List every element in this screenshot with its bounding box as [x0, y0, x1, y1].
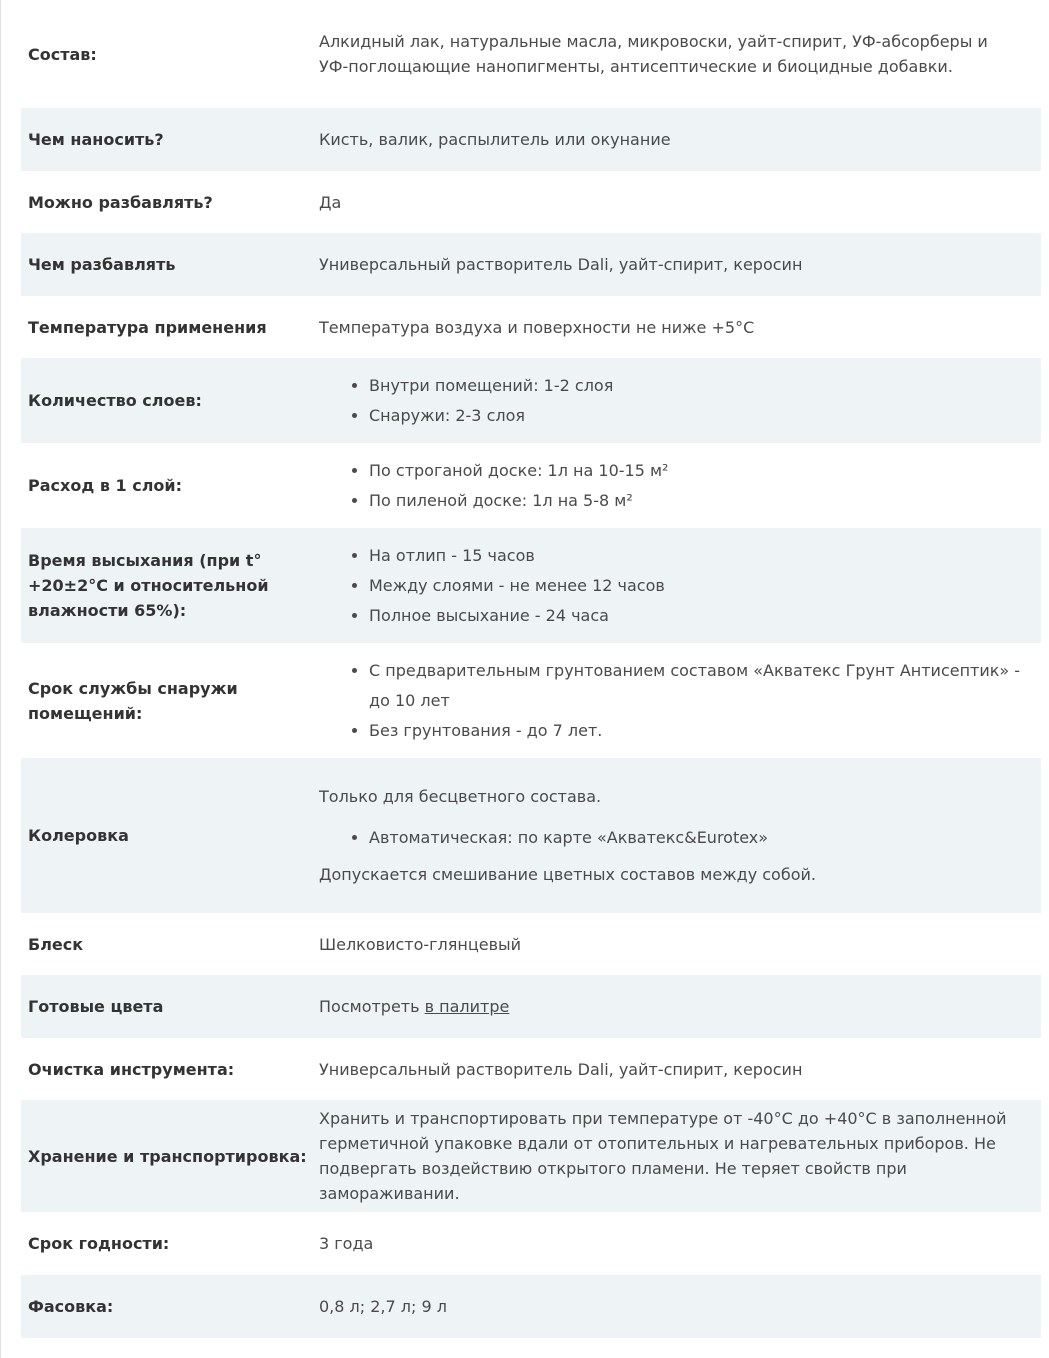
spec-label: Фасовка: [28, 1297, 114, 1316]
spec-value: Универсальный растворитель Dali, уайт-спирит, керосин [319, 255, 803, 274]
spec-row-can-dilute [21, 171, 1041, 233]
list-item: • Снаружи: 2-3 слоя [369, 401, 1021, 431]
spec-label: Количество слоев: [28, 391, 202, 410]
spec-value: Алкидный лак, натуральные масла, микровоски, уайт-спирит, УФ-абсорберы и УФ-поглощающие нанопигменты, антисептические и биоцидные добавки. [319, 32, 988, 76]
list-item: • С предварительным грунтованием составом «Акватекс Грунт Антисептик» - до 10 лет [369, 656, 1021, 716]
spec-list [319, 541, 1021, 631]
spec-label: Срок службы снаружи помещений: [28, 678, 238, 723]
spec-value [319, 528, 1041, 643]
palette-link[interactable]: в палитре [424, 997, 510, 1016]
spec-row-packaging [21, 1275, 1041, 1338]
spec-table [21, 0, 1041, 1338]
spec-label: Чем наносить? [28, 130, 164, 149]
spec-label: Очистка инструмента: [28, 1059, 235, 1079]
spec-row-gloss [21, 913, 1041, 975]
list-item: • По пиленой доске: 1л на 5-8 м² [369, 486, 1021, 516]
spec-value: Хранить и транспортировать при температуре от -40°C до +40°C в заполненной герметичной упаковке вдали от отопительных и нагревательных приборов. Не подвергать воздействию открытого пламени. Не теряет свойств при замораживании. [319, 1109, 1007, 1203]
spec-row-diluent [21, 233, 1041, 296]
spec-label: Чем разбавлять [28, 255, 176, 274]
spec-row-consumption [21, 443, 1041, 528]
list-item: • Автоматическая: по карте «Акватекс&Eurotex» [369, 823, 1021, 853]
spec-row-tool-cleaning [21, 1038, 1041, 1100]
spec-label: Время высыхания (при t° +20±2°C и относительной влажности 65%): [28, 551, 269, 620]
ready-colors-prefix: Посмотреть [319, 997, 425, 1016]
spec-row-application-tool [21, 108, 1041, 171]
list-item: • Внутри помещений: 1-2 слоя [369, 371, 1021, 401]
spec-label: Расход в 1 слой: [28, 476, 183, 495]
spec-row-tinting [21, 758, 1041, 913]
spec-label: Блеск [28, 934, 84, 954]
spec-value: Универсальный растворитель Dali, уайт-спирит, керосин [319, 1059, 803, 1079]
spec-value: Шелковисто-глянцевый [319, 934, 522, 954]
list-item: • Без грунтования - до 7 лет. [369, 716, 1021, 746]
spec-row-composition [21, 0, 1041, 108]
spec-label: Срок годности: [28, 1234, 170, 1253]
spec-row-ready-colors [21, 975, 1041, 1038]
spec-label: Состав: [28, 44, 97, 64]
spec-label: Можно разбавлять? [28, 192, 213, 212]
spec-list [319, 371, 1021, 431]
spec-value: Кисть, валик, распылитель или окунание [319, 130, 671, 149]
list-item: • Полное высыхание - 24 часа [369, 601, 1021, 631]
list-item: • По строганой доске: 1л на 10-15 м² [369, 456, 1021, 486]
tinting-intro: Только для бесцветного состава. [319, 787, 602, 806]
spec-label: Хранение и транспортировка: [28, 1146, 307, 1166]
spec-row-service-life [21, 643, 1041, 758]
spec-value: 3 года [319, 1234, 374, 1253]
spec-value [319, 975, 1041, 1038]
spec-label: Готовые цвета [28, 997, 164, 1016]
spec-label: Температура применения [28, 317, 267, 337]
spec-value: Температура воздуха и поверхности не ниже +5°C [319, 317, 755, 337]
spec-value: Да [319, 192, 342, 212]
spec-row-storage [21, 1100, 1041, 1212]
spec-row-drying-time [21, 528, 1041, 643]
spec-value [319, 758, 1041, 913]
tinting-outro: Допускается смешивание цветных составов между собой. [319, 865, 816, 884]
spec-list [319, 656, 1021, 746]
spec-row-shelf-life [21, 1212, 1041, 1275]
spec-value [319, 443, 1041, 528]
spec-value [319, 358, 1041, 443]
spec-row-application-temperature [21, 296, 1041, 358]
list-item: • Между слоями - не менее 12 часов [369, 571, 1021, 601]
spec-row-layers [21, 358, 1041, 443]
spec-label: Колеровка [28, 826, 129, 845]
spec-value [319, 643, 1041, 758]
list-item: • На отлип - 15 часов [369, 541, 1021, 571]
spec-list [319, 456, 1021, 516]
spec-list [319, 823, 1021, 853]
spec-value: 0,8 л; 2,7 л; 9 л [319, 1297, 447, 1316]
